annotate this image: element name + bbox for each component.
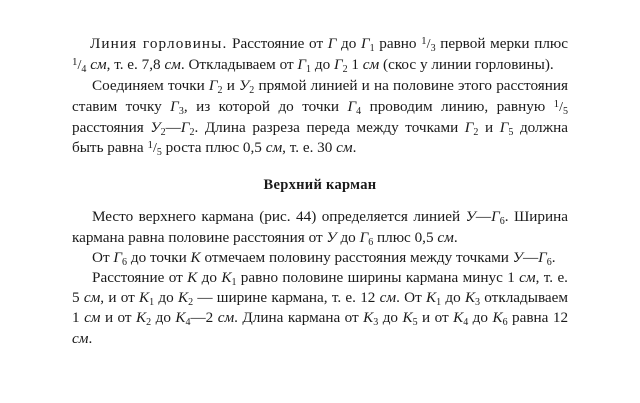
point-label: Г <box>491 208 500 226</box>
subscript: 1 <box>369 43 375 54</box>
subscript: 5 <box>508 126 514 138</box>
paragraph-pocket-distances <box>72 268 568 349</box>
text-run: Расстояние от <box>92 269 188 287</box>
unit-cm: см <box>519 269 536 287</box>
fraction-den: 3 <box>430 43 436 54</box>
paragraph-pocket-location <box>72 207 568 247</box>
document-page <box>72 34 568 349</box>
text-run: , из которой до точки <box>183 97 348 115</box>
section-heading: Верхний карман <box>263 177 377 194</box>
subscript: 3 <box>373 317 379 329</box>
point-label: Г <box>208 77 218 95</box>
unit-cm: см <box>362 56 380 74</box>
unit-cm: см <box>83 289 101 307</box>
text-run: , т. е. 5 <box>72 269 568 307</box>
fraction-num: 1 <box>553 97 560 110</box>
text-run: — <box>165 118 181 136</box>
unit-cm: см <box>72 329 89 347</box>
text-run: прямой линией и на половине этого расстояния ставим точку <box>72 77 568 115</box>
subscript: 2 <box>217 85 223 97</box>
text-run: равно <box>374 35 422 52</box>
point-label: К <box>453 309 464 327</box>
text-run: и <box>478 118 500 136</box>
unit-cm: см <box>265 139 283 157</box>
paragraph-half-distance <box>72 248 568 268</box>
point-label: У <box>326 228 337 246</box>
subscript: 1 <box>306 64 312 76</box>
fraction-den: 4 <box>81 64 87 76</box>
text-run: до <box>154 289 178 307</box>
point-label: Г <box>538 248 547 266</box>
text-run: до <box>311 56 334 74</box>
text-run: Место верхнего кармана (рис. 44) определяется линией <box>92 208 466 226</box>
subscript: 4 <box>356 105 362 117</box>
fraction-slash: / <box>77 58 82 74</box>
text-run: — ширине кармана, т. е. 12 <box>193 289 380 307</box>
unit-cm: см <box>84 309 101 327</box>
point-label: К <box>177 289 189 307</box>
unit-cm: см <box>437 228 454 246</box>
subscript: 5 <box>412 317 418 329</box>
point-label: К <box>426 289 437 307</box>
fraction-num: 1 <box>72 56 78 69</box>
subscript: 2 <box>249 85 255 97</box>
subscript: 2 <box>188 297 194 309</box>
fraction-num: 1 <box>147 139 153 152</box>
point-label: Г <box>347 97 357 115</box>
point-label: Г <box>327 35 337 52</box>
point-label: Г <box>170 97 179 115</box>
unit-cm: см <box>336 139 353 157</box>
text-run: первой мерки плюс <box>435 35 568 52</box>
text-run: до <box>197 269 222 287</box>
text-run: — <box>475 208 492 226</box>
fraction-slash: / <box>559 99 564 115</box>
unit-cm: см <box>217 309 235 327</box>
point-label: К <box>363 309 374 327</box>
subscript: 1 <box>231 277 237 289</box>
subscript: 2 <box>189 126 195 138</box>
point-label: К <box>175 309 186 327</box>
subscript: 6 <box>368 236 374 248</box>
point-label: У <box>150 118 161 136</box>
point-label: К <box>221 269 232 287</box>
point-label: У <box>239 77 250 95</box>
point-label: К <box>464 289 476 307</box>
subscript: 2 <box>342 64 348 76</box>
subscript: 6 <box>502 317 508 329</box>
text-run: до <box>441 289 465 307</box>
subscript: 2 <box>160 126 166 138</box>
point-label: Г <box>180 118 190 136</box>
subscript: 3 <box>178 105 184 117</box>
text-run: до <box>336 228 360 246</box>
text-run: Соединяем точки <box>92 77 209 95</box>
text-run: и <box>222 77 240 95</box>
text-run: до <box>468 309 493 327</box>
subscript: 1 <box>436 297 442 309</box>
point-label: К <box>492 309 503 327</box>
subscript: 4 <box>185 317 191 329</box>
point-label: У <box>465 208 476 226</box>
point-label: Г <box>113 248 123 266</box>
text-run: . <box>551 248 556 266</box>
text-run: . Ширина кармана равна половине расстояния от <box>72 208 568 246</box>
text-run: плюс 0,5 <box>373 228 438 246</box>
text-run: . Длина кармана от <box>234 309 364 327</box>
subscript: 2 <box>146 317 152 329</box>
text-run: . <box>352 139 357 157</box>
point-label: К <box>136 309 147 327</box>
text-run: (скос у линии горловины). <box>379 56 554 74</box>
text-run: роста плюс 0,5 <box>161 139 266 157</box>
subscript: 6 <box>546 256 552 268</box>
text-run: до <box>378 309 403 327</box>
subscript: 6 <box>122 256 128 268</box>
fraction-num: 1 <box>421 35 427 47</box>
point-label: Г <box>464 118 474 136</box>
subscript: 4 <box>463 317 469 329</box>
point-label: К <box>139 289 150 307</box>
unit-cm: см <box>379 289 397 307</box>
text-run: От <box>92 248 114 266</box>
point-label: Г <box>361 35 370 52</box>
point-label: К <box>402 309 413 327</box>
text-run: — <box>522 248 539 266</box>
point-label: У <box>512 248 523 266</box>
neckline-title: Линия горловины. <box>90 35 228 52</box>
text-run: , т. е. 7,8 <box>106 56 165 74</box>
point-label: К <box>190 248 201 266</box>
text-run: откладываем 1 <box>72 289 569 327</box>
text-run: . Длина разреза переда между точками <box>194 118 465 136</box>
unit-cm: см <box>164 56 181 74</box>
point-label: Г <box>359 228 369 246</box>
text-run: . От <box>396 289 426 307</box>
text-run: , т. е. 30 <box>282 139 337 157</box>
fraction-den: 5 <box>563 105 569 117</box>
text-run: проводим линию, равную <box>361 97 554 115</box>
fraction-slash: / <box>426 37 431 52</box>
subscript: 1 <box>149 297 155 309</box>
fraction-den: 5 <box>156 147 162 159</box>
text-run: отмечаем половину расстояния между точками <box>200 248 513 266</box>
point-label: Г <box>297 56 307 74</box>
paragraph-connect-points <box>72 76 568 159</box>
point-label: Г <box>333 56 343 74</box>
text-run: —2 <box>190 309 218 327</box>
point-label: Г <box>499 118 509 136</box>
fraction-slash: / <box>152 141 157 157</box>
text-run: . <box>453 228 458 246</box>
text-run: . Откладываем от <box>180 56 298 74</box>
text-run: и от <box>100 309 137 327</box>
unit-cm: см <box>90 56 107 74</box>
text-run: до <box>151 309 176 327</box>
text-run: 1 <box>347 56 363 74</box>
point-label: К <box>187 269 198 287</box>
text-run: Расстояние от <box>227 35 328 52</box>
text-run: до <box>336 35 361 52</box>
text-run: равно половине ширины кармана минус 1 <box>236 269 520 287</box>
paragraph-neckline <box>72 34 568 76</box>
text-run: и от <box>417 309 454 327</box>
text-run: до точки <box>127 248 191 266</box>
text-run: расстояния <box>72 118 151 136</box>
subscript: 2 <box>473 126 479 138</box>
text-run: равна 12 <box>507 309 569 327</box>
text-run: . <box>88 329 93 347</box>
text-run: , и от <box>100 289 140 307</box>
subscript: 3 <box>475 297 481 309</box>
text-run: должна быть равна <box>72 118 568 157</box>
subscript: 6 <box>499 216 505 228</box>
